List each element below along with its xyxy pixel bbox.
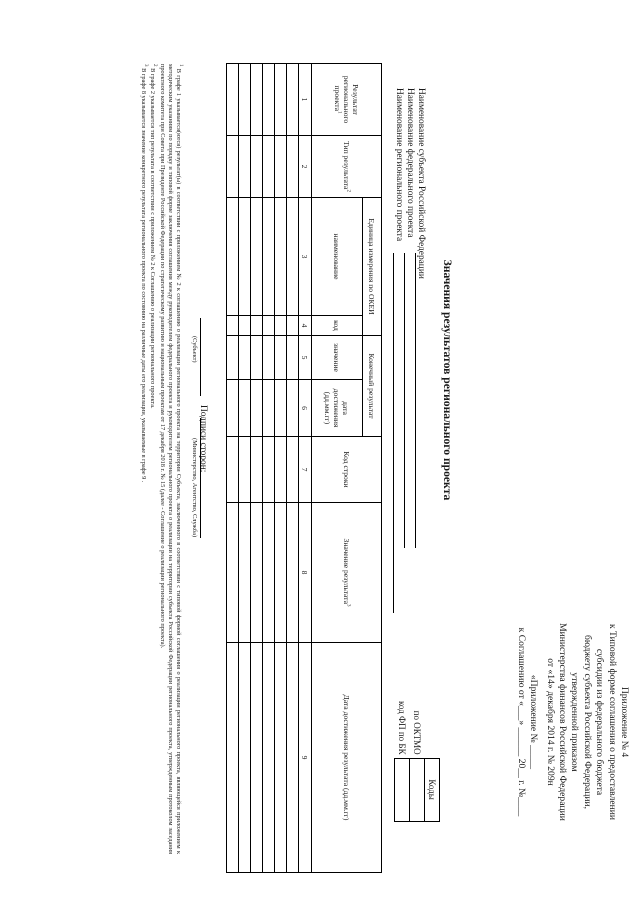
table-cell — [263, 380, 275, 437]
col-num: 4 — [299, 316, 312, 336]
footnotes — [138, 64, 182, 854]
table-cell — [239, 503, 251, 643]
name-regional-label: Наименование регионального проекта — [394, 88, 404, 242]
name-subject-label: Наименование субъекта Российской Федерации — [416, 88, 426, 279]
table-cell — [263, 64, 275, 136]
to-agreement: к Соглашению от «___» ______ 20__ г. №____ — [515, 627, 527, 817]
table-row — [263, 64, 275, 873]
table-row — [227, 64, 239, 873]
table-cell — [263, 316, 275, 336]
table-cell — [275, 198, 287, 316]
name-subject-field — [415, 253, 416, 548]
table-cell — [251, 503, 263, 643]
table-cell — [239, 136, 251, 198]
table-cell — [275, 64, 287, 136]
col-num: 3 — [299, 198, 312, 316]
table-cell — [251, 336, 263, 380]
codes-value-oktmo — [410, 758, 425, 821]
table-cell — [251, 643, 263, 873]
appendix-line: Приложение № 4 — [619, 686, 630, 758]
table-cell — [251, 64, 263, 136]
to-appendix: «Приложение № _____ — [528, 674, 540, 770]
names-block — [393, 88, 426, 279]
table-cell — [227, 316, 239, 336]
appendix-line: Министерства финансов Российской Федерации — [556, 623, 568, 821]
table-cell — [275, 136, 287, 198]
table-cell — [275, 336, 287, 380]
table-cell — [287, 380, 299, 437]
table-row — [251, 64, 263, 873]
table-cell — [275, 643, 287, 873]
table-cell — [239, 380, 251, 437]
col-value-header: Значение результата$^3$ — [312, 503, 382, 643]
codes-header: Коды — [425, 758, 440, 821]
table-cell — [239, 316, 251, 336]
col-num: 7 — [299, 437, 312, 503]
codes-table — [394, 700, 440, 822]
table-cell — [239, 64, 251, 136]
table-cell — [287, 136, 299, 198]
table-cell — [263, 503, 275, 643]
col-unit-header: Единица измерения по ОКЕИ — [363, 198, 382, 336]
col-num: 1 — [299, 64, 312, 136]
table-cell — [251, 380, 263, 437]
table-cell — [263, 136, 275, 198]
table-cell — [287, 64, 299, 136]
col-num: 2 — [299, 136, 312, 198]
col-result-header: Результат регионального проекта$^1$ — [312, 64, 382, 136]
table-cell — [275, 437, 287, 503]
col-rowcode-header: Код строки — [312, 437, 382, 503]
table-cell — [227, 64, 239, 136]
col-final-date-header: дата достижения (дд.мм.гг) — [312, 380, 363, 437]
table-cell — [239, 437, 251, 503]
name-regional-field — [393, 253, 394, 613]
table-row — [275, 64, 287, 873]
table-cell — [263, 198, 275, 316]
table-cell — [287, 336, 299, 380]
signatures-label: Подписи сторон: — [198, 405, 208, 473]
col-unit-name-header: наименование — [312, 198, 363, 316]
table-cell — [239, 336, 251, 380]
table-cell — [287, 437, 299, 503]
table-cell — [227, 643, 239, 873]
footnote: $^1$ В графе 1 указывается(ются) результат(ы) в соответствии с приложением № 2 к соглашению о реализации регионального проекта на территории Субъекта, заключенного в соответствии с типовой формой соглашения о реализации регионального проекта, являющейся приложением к методическим указаниям по порядку и типовой форме заключения соглашения между руководителем федерального проекта и руководителем регионального проекта о реализации на территории субъекта Российской Федерации регионального проекта, утвержденным протоколом заседания проектного комитета при Совета при Президенте Российской Федерации по стратегическому развитию и национальным проектам от 17 декабря 2018 г. № 15 (далее - Соглашение о реализации регионального проекта). — [158, 64, 184, 855]
table-cell — [227, 380, 239, 437]
table-cell — [287, 503, 299, 643]
appendix-line: от «14» декабря 2014 г. № 209н — [544, 658, 556, 786]
appendix-header — [514, 552, 630, 892]
column-numbers-row — [299, 64, 312, 873]
col-unit-code-header: код — [312, 316, 363, 336]
col-num: 5 — [299, 336, 312, 380]
results-table — [226, 63, 382, 873]
table-cell — [275, 503, 287, 643]
col-type-header: Тип результата$^2$ — [312, 136, 382, 198]
table-cell — [251, 316, 263, 336]
footnote: $^3$ В графе 8 указывается значение конкретного результата регионального проекта по состоянию на различные даты его реализации, указываемые в графе 9 . — [140, 64, 149, 483]
col-final-header: Конечный результат — [363, 336, 382, 437]
table-cell — [227, 437, 239, 503]
appendix-line: к Типовой форме соглашения о предоставлении — [606, 623, 618, 821]
codes-label-fp: код ФП по БК — [397, 701, 407, 755]
col-date-header: Дата достижения результата (дд.мм.гг) — [312, 643, 382, 873]
codes-label-oktmo: по ОКТМО — [412, 710, 422, 755]
table-cell — [239, 198, 251, 316]
page-title: Значения результатов регионального проекта — [441, 259, 454, 501]
col-final-value-header: значение — [312, 336, 363, 380]
name-federal-field — [404, 253, 405, 548]
table-cell — [287, 643, 299, 873]
appendix-line: субсидии из федерального бюджета — [594, 648, 606, 796]
table-cell — [287, 198, 299, 316]
col-num: 9 — [299, 643, 312, 873]
table-cell — [251, 437, 263, 503]
signature-caption-subject: (Субъект) — [191, 336, 198, 363]
name-federal-label: Наименование федерального проекта — [405, 88, 415, 238]
table-row — [287, 64, 299, 873]
col-num: 8 — [299, 503, 312, 643]
table-cell — [251, 198, 263, 316]
table-cell — [239, 643, 251, 873]
table-row — [239, 64, 251, 873]
appendix-line: бюджету субъекта Российской Федерации, — [581, 634, 593, 809]
codes-value-fp — [395, 758, 410, 821]
footnote: $^2$ В графе 2 указывается тип результата в соответствии с приложением № 2 к Соглашению о реализации регионального проекта. — [149, 64, 158, 409]
table-cell — [227, 198, 239, 316]
signature-caption-ministry: (Министерство, Агентство, Служба) — [191, 438, 198, 538]
table-cell — [263, 336, 275, 380]
table-cell — [227, 503, 239, 643]
table-cell — [227, 136, 239, 198]
table-cell — [251, 136, 263, 198]
col-num: 6 — [299, 380, 312, 437]
table-cell — [227, 336, 239, 380]
table-cell — [275, 380, 287, 437]
appendix-line: утвержденной приказом — [569, 672, 581, 772]
table-cell — [263, 643, 275, 873]
table-cell — [287, 316, 299, 336]
signature-line-subject — [200, 318, 201, 396]
table-cell — [275, 316, 287, 336]
table-cell — [263, 437, 275, 503]
signature-line-ministry — [200, 418, 201, 538]
